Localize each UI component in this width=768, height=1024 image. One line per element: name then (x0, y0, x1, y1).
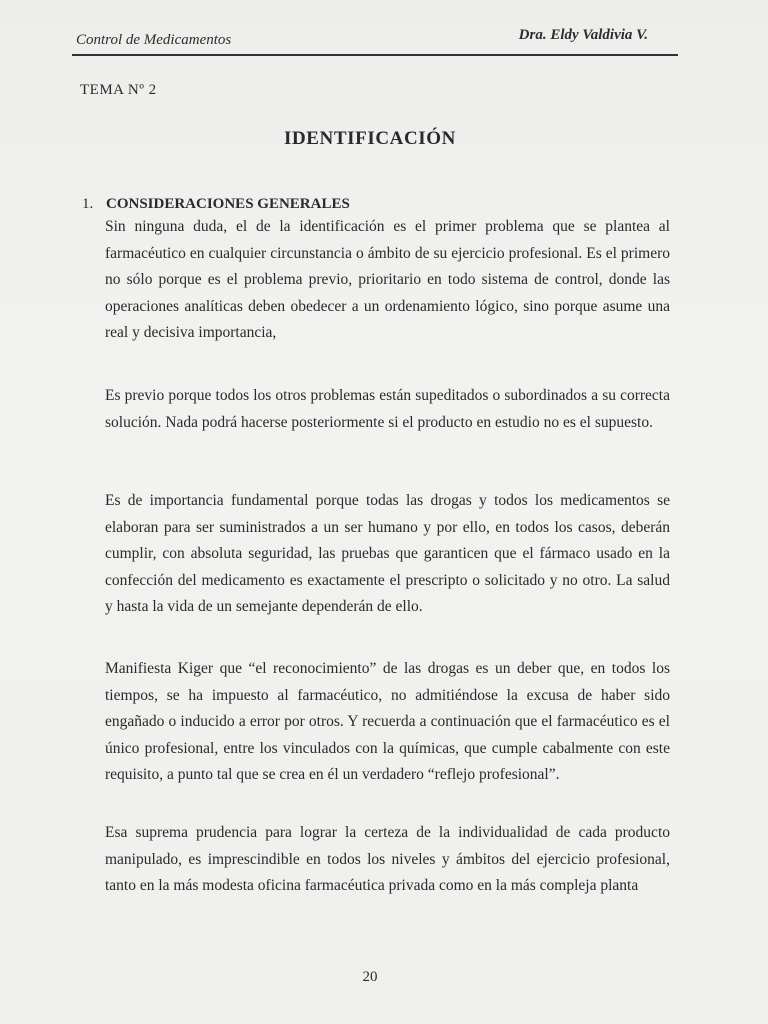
paragraph-5: Esa suprema prudencia para lograr la certeza de la individualidad de cada producto manipulado, es imprescindible en todos los niveles y ámbitos del ejercicio profesional, tanto en la más modesta oficina farmacéutica privada como en la más compleja planta (105, 824, 670, 894)
topic-number: TEMA Nº 2 (80, 82, 157, 98)
paragraph-3: Es de importancia fundamental porque todas las drogas y todos los medicamentos se elaboran para ser suministrados a un ser humano y por ello, en todos los casos, deberán cumplir, con absoluta seguridad, las pruebas que garanticen que el fármaco usado en la confección del medicamento es exactamente el prescripto o solicitado y no otro. La salud y hasta la vida de un semejante dependerán de ello. (105, 492, 670, 615)
page-title: IDENTIFICACIÓN (283, 128, 457, 149)
paragraph-2: Es previo porque todos los otros problemas están supeditados o subordinados a su correcta solución. Nada podrá hacerse posteriormente si el producto en estudio no es el supuesto. (105, 387, 670, 431)
paragraph-1: Sin ninguna duda, el de la identificación es el primer problema que se plantea al farmacéutico en cualquier circunstancia o ámbito de su ejercicio profesional. Es el primero no sólo porque es el problema previo, prioritario en todo sistema de control, donde las operaciones analíticas deben obedecer a un ordenamiento lógico, sino porque asume una real y decisiva importancia, (105, 218, 670, 341)
page-number: 20 (362, 969, 378, 985)
section-number: 1. (82, 196, 94, 212)
header-course-title: Control de Medicamentos (76, 32, 232, 48)
header-author: Dra. Eldy Valdivia V. (518, 27, 648, 43)
section-heading-text: CONSIDERACIONES GENERALES (106, 196, 350, 212)
section-heading (82, 196, 350, 213)
running-header (72, 24, 678, 56)
paragraph-4: Manifiesta Kiger que “el reconocimiento” de las drogas es un deber que, en todos los tiempos, se ha impuesto al farmacéutico, no admitiéndose la excusa de haber sido engañado o inducido a error por otros. Y recuerda a continuación que el farmacéutico es el único profesional, entre los vinculados con la químicas, que cumple cabalmente con este requisito, a punto tal que se crea en él un verdadero “reflejo profesional”. (105, 660, 670, 783)
